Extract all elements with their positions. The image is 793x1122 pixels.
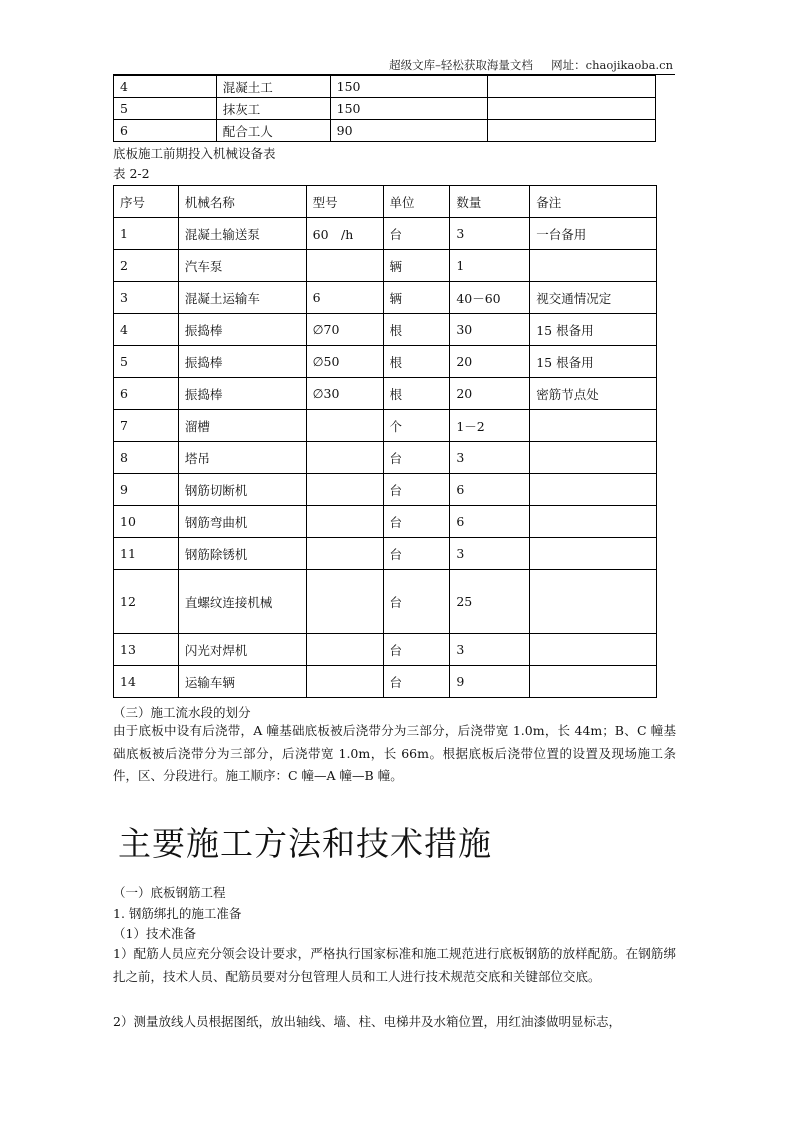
- cell: 4: [114, 314, 179, 346]
- cell: [488, 76, 656, 98]
- cell: 6: [306, 282, 383, 314]
- cell: 汽车泵: [178, 250, 306, 282]
- cell: [530, 410, 657, 442]
- cell: 配合工人: [216, 120, 330, 142]
- cell: 7: [114, 410, 179, 442]
- table-row: [114, 120, 656, 142]
- column-header: 机械名称: [178, 186, 306, 218]
- cell: 150: [330, 98, 488, 120]
- cell: 14: [114, 666, 179, 698]
- table-row: [114, 314, 657, 346]
- table-row: [114, 666, 657, 698]
- cell: [306, 474, 383, 506]
- cell: [530, 634, 657, 666]
- cell: 台: [383, 442, 450, 474]
- cell: 辆: [383, 250, 450, 282]
- cell: 20: [450, 378, 530, 410]
- cell: 3: [114, 282, 179, 314]
- cell: [488, 98, 656, 120]
- cell: [306, 538, 383, 570]
- cell: 2: [114, 250, 179, 282]
- cell: 6: [114, 378, 179, 410]
- cell: 3: [450, 442, 530, 474]
- method-paragraph-2: 2）测量放线人员根据图纸，放出轴线、墙、柱、电梯井及水箱位置，用红油漆做明显标志，: [113, 1014, 621, 1029]
- cell: 根: [383, 378, 450, 410]
- cell: 9: [450, 666, 530, 698]
- cell: 15 根备用: [530, 346, 657, 378]
- cell: 台: [383, 474, 450, 506]
- cell: 台: [383, 506, 450, 538]
- cell: 钢筋除锈机: [178, 538, 306, 570]
- cell: ∅70: [306, 314, 383, 346]
- cell: 5: [114, 346, 179, 378]
- cell: 15 根备用: [530, 314, 657, 346]
- column-header: 型号: [306, 186, 383, 218]
- subsection-heading-3: （1）技术准备: [113, 926, 196, 941]
- cell: [530, 538, 657, 570]
- equipment-table: [113, 185, 657, 698]
- table-row: [114, 378, 657, 410]
- table-row: [114, 98, 656, 120]
- table-row: [114, 570, 657, 634]
- column-header: 单位: [383, 186, 450, 218]
- labor-table: [113, 75, 656, 142]
- cell: ∅50: [306, 346, 383, 378]
- flow-heading: （三）施工流水段的划分: [113, 705, 251, 720]
- table-row: [114, 76, 656, 98]
- cell: 运输车辆: [178, 666, 306, 698]
- cell: 塔吊: [178, 442, 306, 474]
- table-row: [114, 282, 657, 314]
- cell: 台: [383, 666, 450, 698]
- table-row: [114, 506, 657, 538]
- column-header: 数量: [450, 186, 530, 218]
- cell: [530, 506, 657, 538]
- cell: [530, 250, 657, 282]
- cell: [530, 474, 657, 506]
- cell: 40－60: [450, 282, 530, 314]
- cell: 4: [114, 76, 217, 98]
- cell: 台: [383, 634, 450, 666]
- cell: [306, 410, 383, 442]
- cell: 振捣棒: [178, 314, 306, 346]
- cell: 混凝土工: [216, 76, 330, 98]
- column-header: 备注: [530, 186, 657, 218]
- table-row: [114, 218, 657, 250]
- cell: [530, 666, 657, 698]
- flow-paragraph: 由于底板中设有后浇带，A 幢基础底板被后浇带分为三部分，后浇带宽 1.0m，长 44m；B、C 幢基础底板被后浇带分为三部分，后浇带宽 1.0m，长 66m。根据底板后浇带位置的设置及现场施工条件，区、分段进行。施工顺序：C 幢—A 幢—B 幢。: [113, 723, 676, 783]
- cell: 振捣棒: [178, 346, 306, 378]
- table-row: [114, 442, 657, 474]
- equipment-caption: 底板施工前期投入机械设备表: [113, 146, 276, 161]
- cell: 闪光对焊机: [178, 634, 306, 666]
- cell: 根: [383, 314, 450, 346]
- table-row: [114, 538, 657, 570]
- cell: [530, 570, 657, 634]
- cell: 9: [114, 474, 179, 506]
- cell: [306, 570, 383, 634]
- table-row: [114, 634, 657, 666]
- cell: 个: [383, 410, 450, 442]
- cell: 3: [450, 538, 530, 570]
- cell: 钢筋弯曲机: [178, 506, 306, 538]
- cell: 12: [114, 570, 179, 634]
- cell: [306, 666, 383, 698]
- cell: 直螺纹连接机械: [178, 570, 306, 634]
- cell: 6: [450, 506, 530, 538]
- column-header: 序号: [114, 186, 179, 218]
- subsection-heading-2: 1. 钢筋绑扎的施工准备: [113, 906, 242, 921]
- method-paragraph-1: 1）配筋人员应充分领会设计要求，严格执行国家标准和施工规范进行底板钢筋的放样配筋。在钢筋绑扎之前，技术人员、配筋员要对分包管理人员和工人进行技术规范交底和关键部位交底。: [113, 946, 676, 984]
- header-site-text: 超级文库–轻松获取海量文档: [389, 58, 533, 72]
- table-row: [114, 346, 657, 378]
- cell: 溜槽: [178, 410, 306, 442]
- cell: 150: [330, 76, 488, 98]
- cell: 1: [450, 250, 530, 282]
- cell: [530, 442, 657, 474]
- cell: 10: [114, 506, 179, 538]
- cell: 抹灰工: [216, 98, 330, 120]
- cell: [306, 506, 383, 538]
- subsection-heading-1: （一）底板钢筋工程: [113, 885, 226, 900]
- cell: 13: [114, 634, 179, 666]
- cell: 6: [450, 474, 530, 506]
- table-header-row: [114, 186, 657, 218]
- cell: 5: [114, 98, 217, 120]
- cell: 20: [450, 346, 530, 378]
- cell: [306, 634, 383, 666]
- cell: 混凝土运输车: [178, 282, 306, 314]
- cell: 视交通情况定: [530, 282, 657, 314]
- cell: 25: [450, 570, 530, 634]
- table-row: [114, 410, 657, 442]
- cell: 混凝土输送泵: [178, 218, 306, 250]
- cell: 辆: [383, 282, 450, 314]
- cell: 根: [383, 346, 450, 378]
- cell: 6: [114, 120, 217, 142]
- cell: 一台备用: [530, 218, 657, 250]
- cell: 8: [114, 442, 179, 474]
- cell: ∅30: [306, 378, 383, 410]
- cell: 30: [450, 314, 530, 346]
- cell: [306, 250, 383, 282]
- cell: 1－2: [450, 410, 530, 442]
- table-row: [114, 474, 657, 506]
- cell: 11: [114, 538, 179, 570]
- main-title: 主要施工方法和技术措施: [118, 824, 492, 863]
- table-number: 表 2-2: [113, 166, 150, 181]
- cell: 振捣棒: [178, 378, 306, 410]
- cell: 台: [383, 538, 450, 570]
- cell: 3: [450, 634, 530, 666]
- cell: 3: [450, 218, 530, 250]
- cell: [488, 120, 656, 142]
- header-url: 网址：chaojikaoba.cn: [551, 58, 673, 72]
- cell: 1: [114, 218, 179, 250]
- page-header: [389, 57, 673, 73]
- cell: 台: [383, 218, 450, 250]
- cell: 台: [383, 570, 450, 634]
- cell: 90: [330, 120, 488, 142]
- table-row: [114, 250, 657, 282]
- cell: 钢筋切断机: [178, 474, 306, 506]
- cell: 密筋节点处: [530, 378, 657, 410]
- cell: 60 /h: [306, 218, 383, 250]
- cell: [306, 442, 383, 474]
